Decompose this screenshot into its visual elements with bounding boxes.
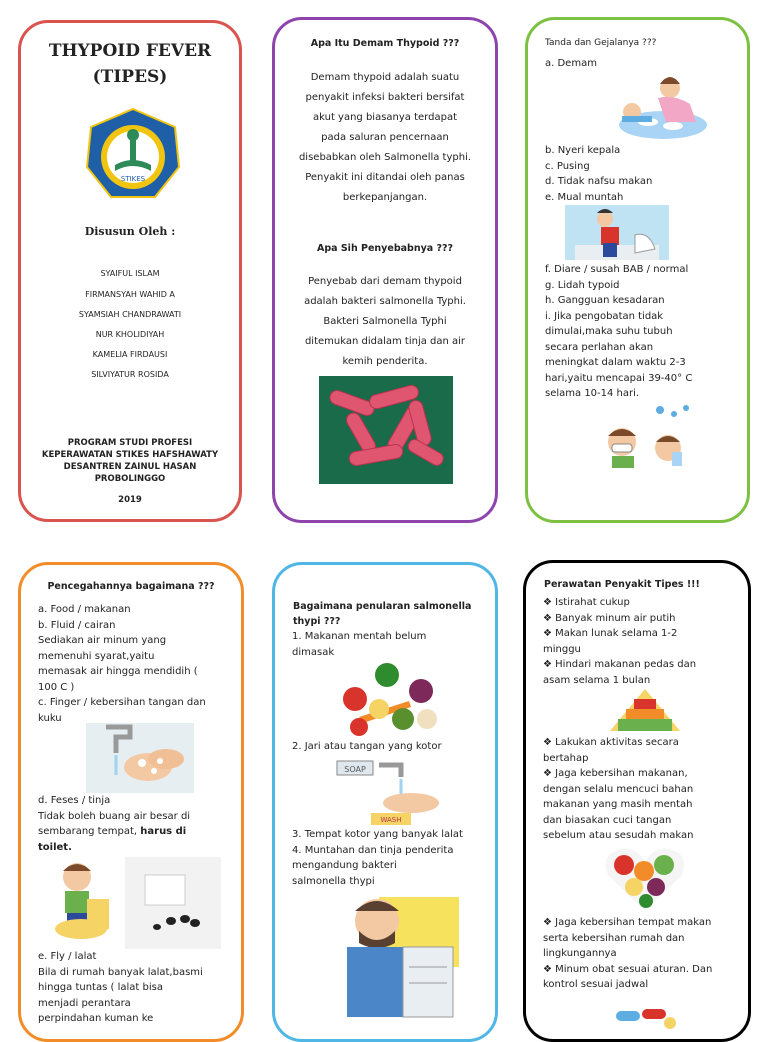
program-line: KEPERAWATAN STIKES HAFSHAWATY: [41, 450, 219, 460]
vegetables-image: [339, 661, 443, 739]
year: 2019: [118, 495, 142, 505]
program-line: PROBOLINGGO: [94, 474, 166, 484]
stikes-logo: [83, 105, 183, 205]
transmission-list-2: 2. Jari atau tangan yang kotor: [292, 741, 442, 752]
toilet-child-image: [47, 857, 117, 945]
symptoms-list-f: f. Diare / susah BAB / normal g. Lidah typoid h. Gangguan kesadaran i. Jika pengobatan tidak dimulai,maka suhu tubuh secara perlahan akan meningkat dalam waktu 2-3 hari,yaitu mencapai 39-40° C selama 10-14 hari.: [545, 264, 693, 399]
symptoms-list-a: a. Demam: [545, 58, 597, 69]
transmission-list-1: 1. Makanan mentah belum dimasak: [292, 631, 427, 658]
food-pyramid-image: [608, 687, 682, 733]
prevention-list-a: a. Food / makanan b. Fluid / cairan Sediakan air minum yang memenuhi syarat,yaitu memasak air hingga mendidih ( 100 C ) c. Finger / kebersihan tangan dan kuku: [38, 604, 206, 724]
program-line: PROGRAM STUDI PROFESI: [67, 438, 193, 448]
care-list-2: ❖ Lakukan aktivitas secara bertahap ❖ Jaga kebersihan makanan, dengan selalu mencuci bahan makanan yang masih mentah dan biasakan cuci tangan sebelum atau sesudah makan: [543, 737, 694, 841]
soap-wash-image: [331, 755, 451, 827]
author-name: SYAIFUL ISLAM: [100, 269, 160, 278]
definition-panel: [272, 17, 498, 523]
authors-label: Disusun Oleh :: [84, 225, 176, 238]
sick-man-image: [319, 887, 469, 1037]
author-name: FIRMANSYAH WAHID A: [85, 290, 175, 299]
author-name: NUR KHOLIDIYAH: [95, 330, 165, 339]
fruit-heart-image: [600, 845, 690, 915]
sick-kids-image: [600, 400, 695, 475]
author-name: KAMELIA FIRDAUSI: [92, 350, 168, 359]
flies-image: [125, 857, 221, 949]
author-name: SILVIYATUR ROSIDA: [91, 370, 169, 379]
prevention-panel: [18, 562, 244, 1042]
cover-panel: [18, 20, 242, 522]
care-list-3: ❖ Jaga kebersihan tempat makan serta kebersihan rumah dan lingkungannya ❖ Minum obat sesuai aturan. Dan kontrol sesuai jadwal: [543, 917, 713, 990]
definition-heading: Apa Itu Demam Thypoid ???: [310, 38, 460, 49]
author-name: SYAMSIAH CHANDRAWATI: [78, 310, 182, 319]
transmission-list-3: 3. Tempat kotor yang banyak lalat 4. Muntahan dan tinja penderita mengandung bakteri salmonella thypi: [292, 829, 463, 887]
prevention-heading: Pencegahannya bagaimana ???: [47, 581, 215, 592]
definition-text: Demam thypoid adalah suatu penyakit infeksi bakteri bersifat akut yang biasanya terdapat pada saluran pencernaan disebabkan oleh Salmonella typhi. Penyakit ini ditandai oleh panas berkepanjangan.: [298, 72, 472, 203]
prevention-list-d: d. Feses / tinja Tidak boleh buang air besar di sembarang tempat, harus di toilet.: [38, 795, 191, 853]
wash-label: WASH: [380, 816, 402, 824]
vomiting-image: [565, 205, 669, 260]
logo-text: STIKES: [120, 175, 146, 183]
symptoms-panel: [525, 17, 750, 523]
bacteria-image: [319, 376, 453, 484]
soap-label: SOAP: [344, 765, 366, 774]
transmission-panel: [272, 562, 498, 1042]
care-list-1: ❖ Istirahat cukup ❖ Banyak minum air putih ❖ Makan lunak selama 1-2 minggu ❖ Hindari makanan pedas dan asam selama 1 bulan: [543, 597, 697, 686]
symptoms-heading: Tanda dan Gejalanya ???: [545, 38, 657, 48]
prevention-list-e: e. Fly / lalat Bila di rumah banyak lalat,basmi hingga tuntas ( lalat bisa menjadi perantara perpindahan kuman ke: [38, 951, 203, 1024]
cause-text: Penyebab dari demam thypoid adalah bakteri salmonella Typhi. Bakteri Salmonella Typhi ditemukan didalam tinja dan air kemih penderita.: [304, 276, 466, 367]
cover-title-line1: THYPOID FEVER: [48, 41, 212, 61]
symptoms-list-b: b. Nyeri kepala c. Pusing d. Tidak nafsu makan e. Mual muntah: [545, 145, 653, 203]
cover-title-line2: (TIPES): [92, 67, 168, 87]
transmission-heading: Bagaimana penularan salmonella thypi ???: [293, 601, 472, 627]
care-panel: [523, 560, 751, 1042]
care-heading: Perawatan Penyakit Tipes !!!: [544, 579, 700, 590]
handwash-image: [86, 723, 194, 793]
fever-child-image: [608, 70, 708, 140]
medicine-pills-image: [612, 1003, 678, 1033]
program-line: DESANTREN ZAINUL HASAN: [63, 462, 197, 472]
cause-heading: Apa Sih Penyebabnya ???: [316, 243, 454, 254]
